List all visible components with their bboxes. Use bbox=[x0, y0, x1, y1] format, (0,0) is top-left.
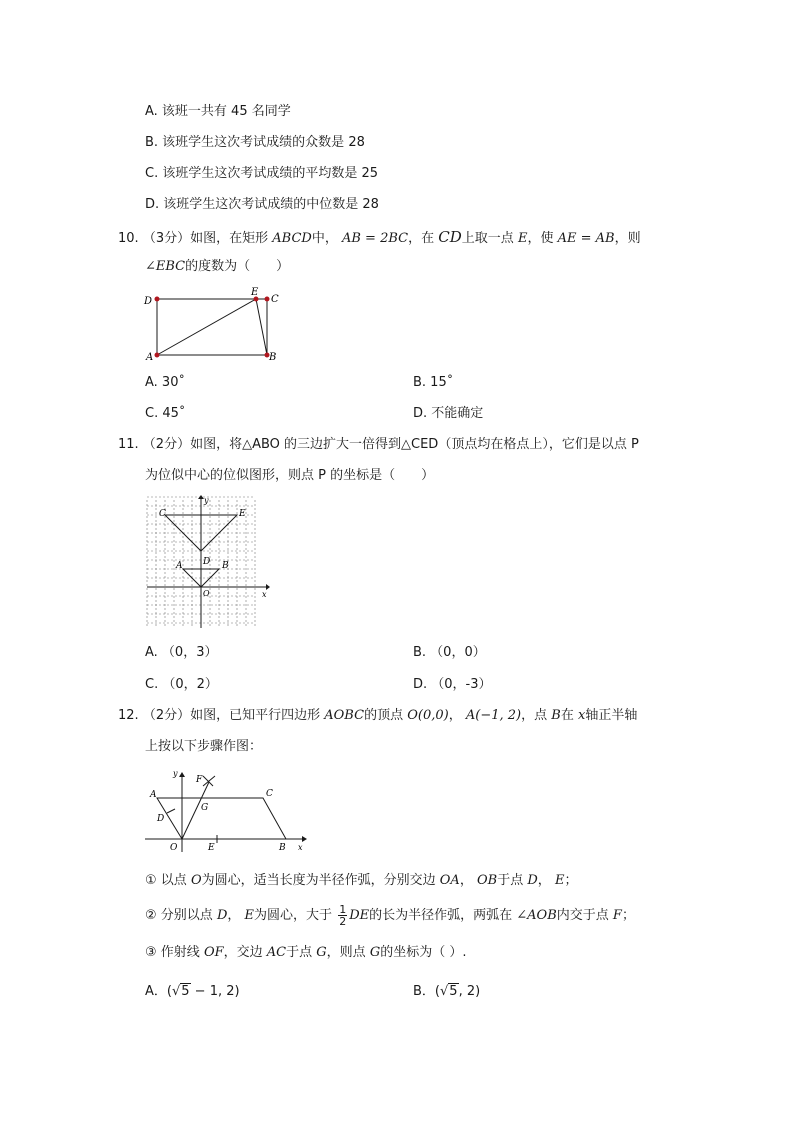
q10-math: E bbox=[517, 231, 528, 246]
q12-math: AOBC bbox=[324, 708, 365, 723]
q12-text: 如图，已知平行四边形 bbox=[190, 708, 321, 723]
point-a bbox=[155, 353, 160, 358]
q12-text: 轴正半轴 bbox=[585, 708, 638, 723]
q12-math: OB bbox=[476, 873, 498, 888]
q11-option-d: D. （0，-3） bbox=[413, 677, 492, 692]
q12-text: ， bbox=[448, 708, 462, 723]
q10-score: （3分） bbox=[142, 231, 191, 246]
label-y: y bbox=[204, 496, 209, 505]
q9-option-d: D. 该班学生这次考试成绩的中位数是 28 bbox=[145, 197, 379, 212]
q12-math: OA bbox=[439, 873, 460, 888]
q12-step-text: 于点 bbox=[286, 945, 313, 960]
q12-math: E bbox=[244, 908, 255, 923]
label-a: A bbox=[176, 561, 183, 571]
label-x: x bbox=[298, 843, 303, 852]
q10-text: 如图，在矩形 bbox=[190, 231, 269, 246]
q12-option-text: A．( bbox=[145, 984, 172, 999]
q12-step-text: 为圆心，大于 bbox=[254, 908, 333, 923]
q12-math: B bbox=[551, 708, 561, 723]
fraction-denominator: 2 bbox=[339, 915, 347, 928]
q11-stem-line1: 11. （2分）如图，将△ABO 的三边扩大一倍得到△CED（顶点均在格点上），它们是以点 P bbox=[118, 437, 639, 452]
q12-option-b bbox=[413, 984, 480, 1000]
q10-text: ，在 bbox=[408, 231, 435, 246]
label-e: E bbox=[208, 843, 215, 853]
sqrt-sign-icon: √ bbox=[171, 984, 181, 999]
label-e: E bbox=[251, 287, 259, 298]
fraction-numerator: 1 bbox=[339, 903, 347, 916]
q12-option-text: B．( bbox=[413, 984, 440, 999]
label-g: G bbox=[201, 803, 209, 813]
q12-step-text: ， bbox=[227, 908, 241, 923]
q9-option-c: C. 该班学生这次考试成绩的平均数是 25 bbox=[145, 166, 379, 181]
q12-math: OF bbox=[203, 945, 224, 960]
q12-step-text: ③ 作射线 bbox=[145, 945, 200, 960]
q12-parallelogram bbox=[157, 798, 286, 839]
q12-step-2 bbox=[145, 903, 635, 929]
radicand: 5 bbox=[449, 984, 458, 999]
q12-step-text: 的坐标为（ ）. bbox=[380, 945, 467, 960]
label-c: C bbox=[271, 294, 279, 305]
q12-math: A(−1, 2) bbox=[465, 708, 522, 723]
label-o: O bbox=[170, 843, 178, 853]
q12-step-text: ， bbox=[459, 873, 473, 888]
q12-step-text: 内交于点 bbox=[556, 908, 609, 923]
q10-text: ，则 bbox=[614, 231, 641, 246]
q11-option-c: C. （0，2） bbox=[145, 677, 218, 692]
q11-stem-line2: 为位似中心的位似图形，则点 P 的坐标是（ ） bbox=[145, 468, 435, 483]
q12-step-text: ① 以点 bbox=[145, 873, 187, 888]
q12-step-3 bbox=[145, 945, 466, 961]
q10-stem-line2 bbox=[145, 259, 289, 275]
q12-math: G bbox=[316, 945, 327, 960]
q12-math: D bbox=[216, 908, 228, 923]
q12-stem-line1 bbox=[118, 708, 637, 724]
q10-text: 上取一点 bbox=[461, 231, 514, 246]
q10-math: ABCD bbox=[272, 231, 312, 246]
q12-step-1 bbox=[145, 873, 577, 889]
label-d: D bbox=[144, 296, 153, 307]
q10-option-d: D. 不能确定 bbox=[413, 406, 484, 421]
q12-stem-line2: 上按以下步骤作图： bbox=[145, 739, 263, 754]
q12-math: x bbox=[577, 708, 586, 723]
label-a: A bbox=[150, 790, 157, 800]
q12-step-text: 为圆心，适当长度为半径作弧，分别交边 bbox=[201, 873, 436, 888]
label-d: D bbox=[203, 557, 211, 567]
q10-text: 的度数为（ ） bbox=[185, 259, 290, 274]
q12-option-a bbox=[145, 984, 240, 1000]
q12-math: DE bbox=[349, 908, 370, 923]
q12-step-text: ； bbox=[564, 873, 578, 888]
q10-option-c: C. 45˚ bbox=[145, 406, 186, 421]
label-c: C bbox=[159, 509, 166, 519]
q9-option-b: B. 该班学生这次考试成绩的众数是 28 bbox=[145, 135, 365, 150]
q10-math: AE = AB bbox=[557, 231, 615, 246]
q12-option-text: , 2) bbox=[458, 984, 481, 999]
label-y: y bbox=[173, 769, 178, 778]
q10-rectangle-figure bbox=[140, 286, 290, 366]
radicand: 5 bbox=[181, 984, 190, 999]
q12-math: ∠AOB bbox=[516, 908, 557, 923]
fraction-one-half bbox=[338, 904, 347, 927]
q12-step-text: ， bbox=[537, 873, 551, 888]
q12-step-text: ，交边 bbox=[223, 945, 263, 960]
label-b: B bbox=[269, 352, 277, 363]
q10-math: AB = 2BC bbox=[341, 231, 409, 246]
q12-math: F bbox=[612, 908, 622, 923]
q10-option-a: A. 30˚ bbox=[145, 375, 185, 390]
q12-construction-figure bbox=[143, 766, 308, 856]
q12-step-text: ； bbox=[621, 908, 635, 923]
label-c: C bbox=[266, 789, 273, 799]
q12-math: AC bbox=[266, 945, 287, 960]
q12-step-text: 的长为半径作弧，两弧在 bbox=[369, 908, 513, 923]
q12-text: ，点 bbox=[521, 708, 548, 723]
sqrt-sign-icon: √ bbox=[440, 984, 449, 999]
label-b: B bbox=[222, 561, 229, 571]
label-o: O bbox=[203, 589, 210, 598]
q12-math: O bbox=[190, 873, 202, 888]
q12-math: E bbox=[554, 873, 565, 888]
q9-option-a: A. 该班一共有 45 名同学 bbox=[145, 104, 291, 119]
q10-stem-line1 bbox=[118, 229, 641, 247]
q12-text: 的顶点 bbox=[364, 708, 404, 723]
q12-step-text: ，则点 bbox=[326, 945, 366, 960]
point-c bbox=[265, 297, 270, 302]
label-x: x bbox=[262, 590, 267, 599]
q12-step-text: 于点 bbox=[497, 873, 524, 888]
q10-option-b: B. 15˚ bbox=[413, 375, 454, 390]
q11-option-b: B. （0，0） bbox=[413, 645, 486, 660]
label-d: D bbox=[157, 814, 165, 824]
point-d bbox=[155, 297, 160, 302]
q10-math: ∠EBC bbox=[145, 259, 186, 274]
q12-number: 12. bbox=[118, 708, 139, 723]
label-e: E bbox=[239, 509, 246, 519]
q12-score: （2分） bbox=[142, 708, 191, 723]
q10-math: CD bbox=[438, 228, 462, 246]
q11-coordinate-grid-figure bbox=[145, 494, 270, 630]
q10-text: 中， bbox=[311, 231, 338, 246]
label-f: F bbox=[196, 775, 203, 785]
q12-text: 在 bbox=[560, 708, 574, 723]
q12-math: O(0,0) bbox=[407, 708, 449, 723]
label-b: B bbox=[279, 843, 286, 853]
q12-option-text: − 1, 2) bbox=[190, 984, 240, 999]
q12-step-text: ② 分别以点 bbox=[145, 908, 213, 923]
label-a: A bbox=[146, 352, 154, 363]
q12-math: G bbox=[369, 945, 381, 960]
q12-math: D bbox=[527, 873, 538, 888]
q10-text: ，使 bbox=[527, 231, 554, 246]
q11-option-a: A. （0，3） bbox=[145, 645, 218, 660]
q10-number: 10. bbox=[118, 231, 139, 246]
